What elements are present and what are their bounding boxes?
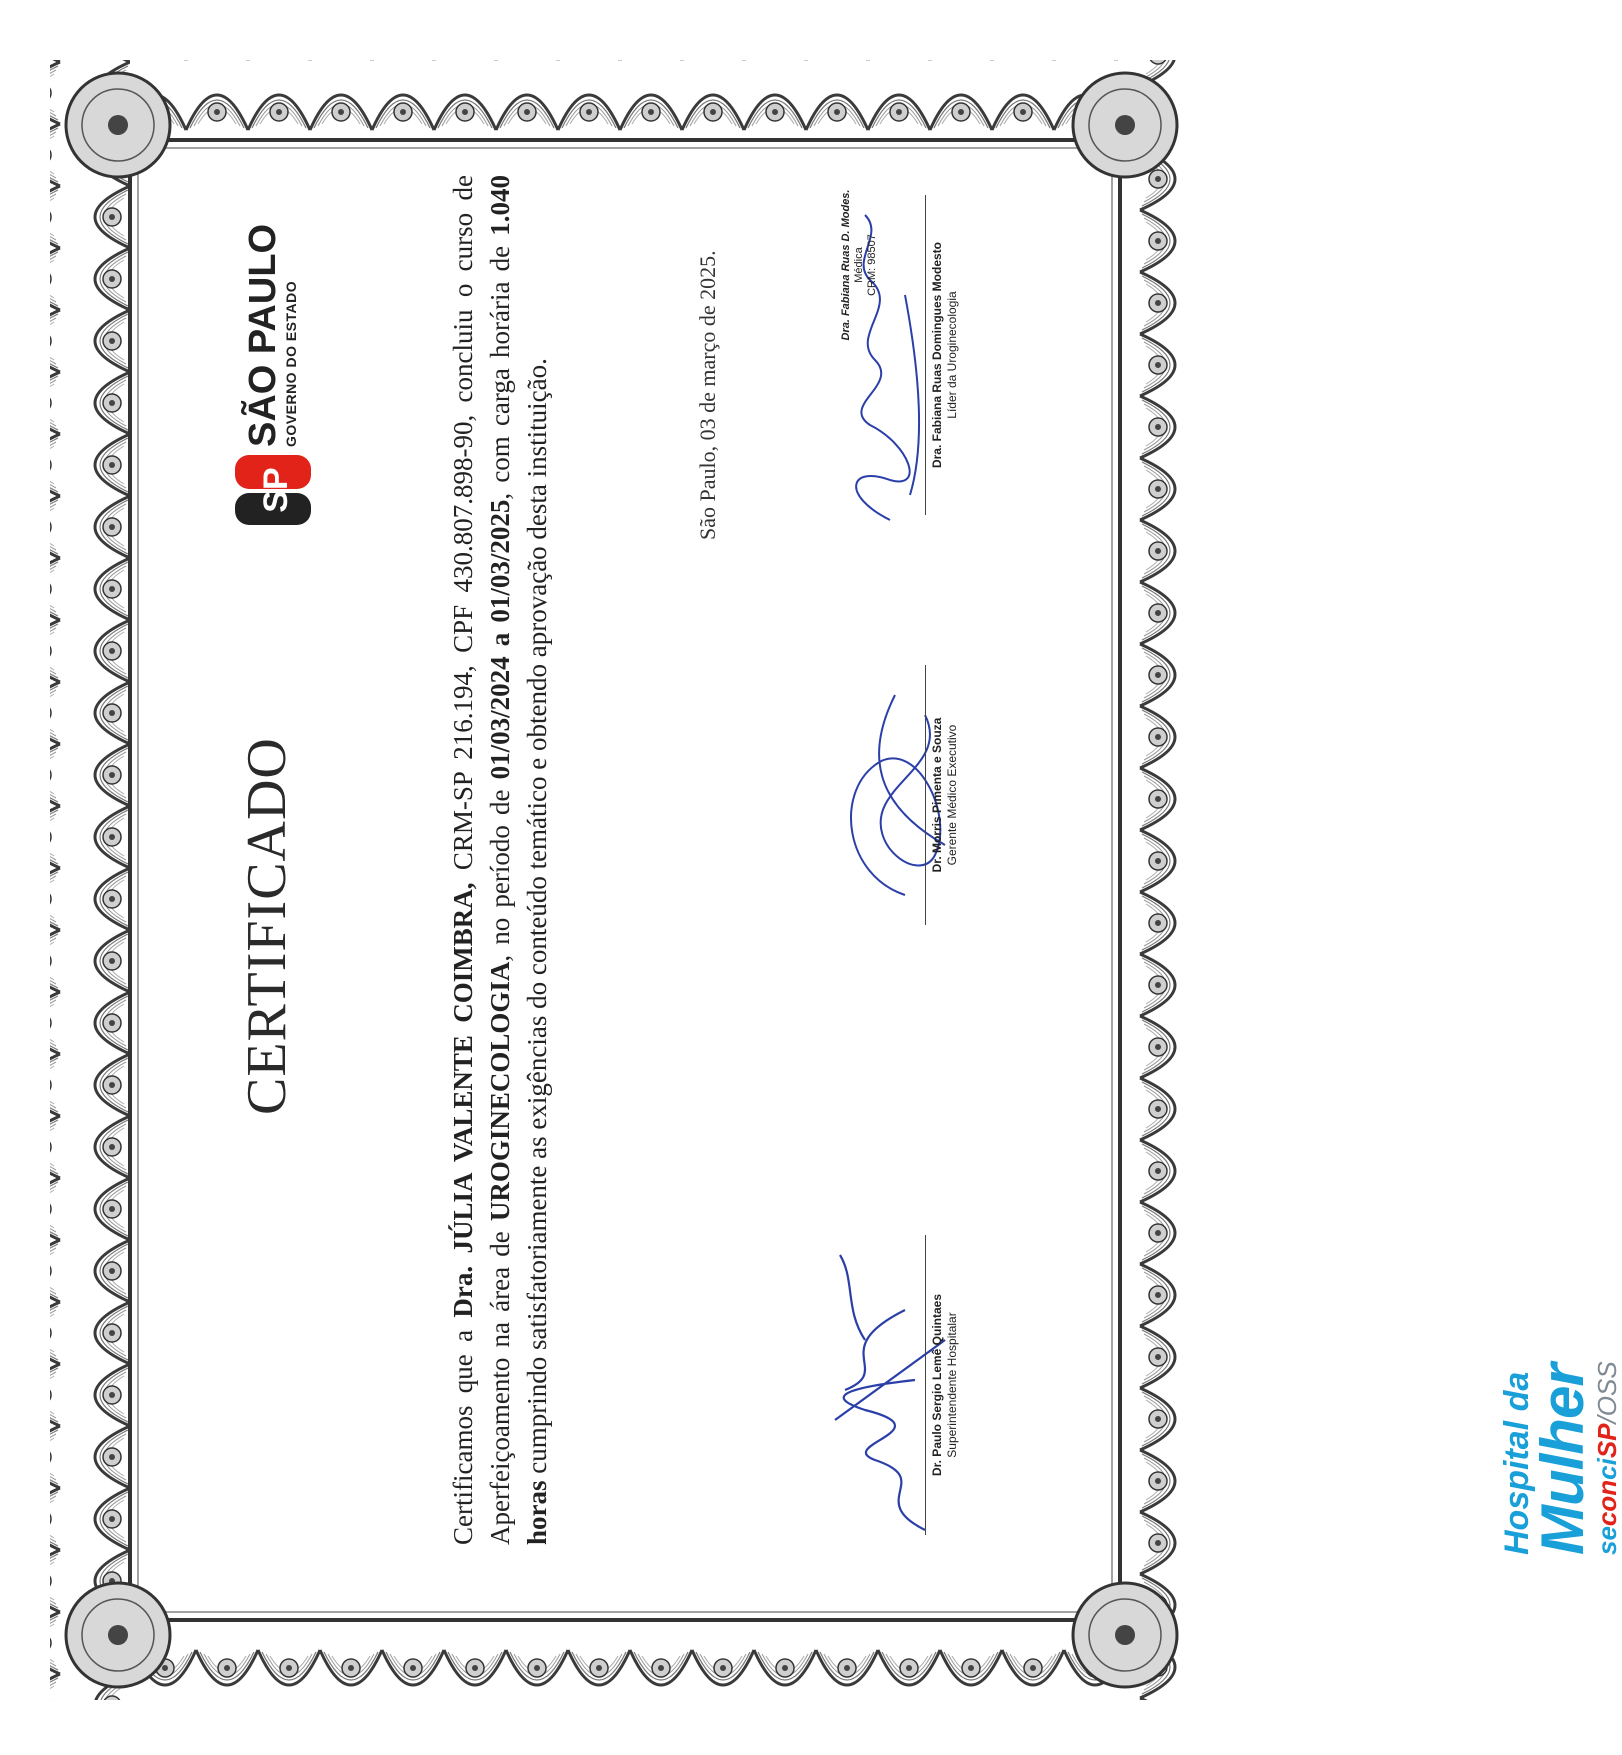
page-title: CERTIFICADO: [236, 737, 298, 1115]
logo-line2: Mulher: [1529, 1364, 1596, 1555]
stamp-name: Dra. Fabiana Ruas D. Modes.: [840, 189, 852, 341]
signature-2-line: [925, 665, 926, 925]
signature-1-line: [925, 1235, 926, 1535]
sp-gov: GOVERNO DO ESTADO: [283, 280, 299, 447]
hospital-da-mulher-logo: [1500, 1295, 1622, 1555]
logo-line1: Hospital da: [1498, 1371, 1536, 1555]
certificate-body: Certificamos que a Dra. JÚLIA VALENTE COIMBRA, CRM-SP 216.194, CPF 430.807.898-90, concluiu o curso de Aperfeiçoamento na área de UROGINECOLOGIA, no período de 01/03/2024 a 01/03/2025, com carga horária de 1.040 horas cumprindo satisfatoriamente as exigências do conteúdo temático e obtendo aprovação desta instituição.: [448, 175, 552, 1545]
issue-date: São Paulo, 03 de março de 2025.: [695, 250, 720, 540]
signature-3-name: Dra. Fabiana Ruas Domingues Modesto: [930, 241, 944, 469]
signature-2-role: Gerente Médico Executivo: [945, 724, 959, 866]
signature-2: [930, 635, 960, 955]
stamp-crm: CRM: 98507: [866, 234, 878, 296]
svg-text:SP: SP: [257, 467, 295, 513]
signature-2-name: Dr. Morris Pimenta e Souza: [930, 717, 944, 873]
logo-seconci: seconciSP/OSS: [1592, 1361, 1622, 1555]
signature-3-role: Líder da Uroginecologia: [945, 291, 959, 419]
doctor-stamp: [840, 165, 879, 365]
stamp-role: Médica: [853, 247, 865, 283]
signature-1: [930, 1215, 960, 1555]
signature-1-role: Superintendente Hospitalar: [945, 1312, 959, 1458]
signature-3-line: [925, 195, 926, 515]
signature-3: [930, 175, 960, 535]
sp-name: SÃO PAULO: [242, 223, 284, 447]
signature-1-name: Dr. Paulo Sergio Lemê Quintaes: [930, 1293, 944, 1477]
sp-mark-icon: [235, 455, 311, 525]
sao-paulo-logo: [235, 195, 315, 525]
